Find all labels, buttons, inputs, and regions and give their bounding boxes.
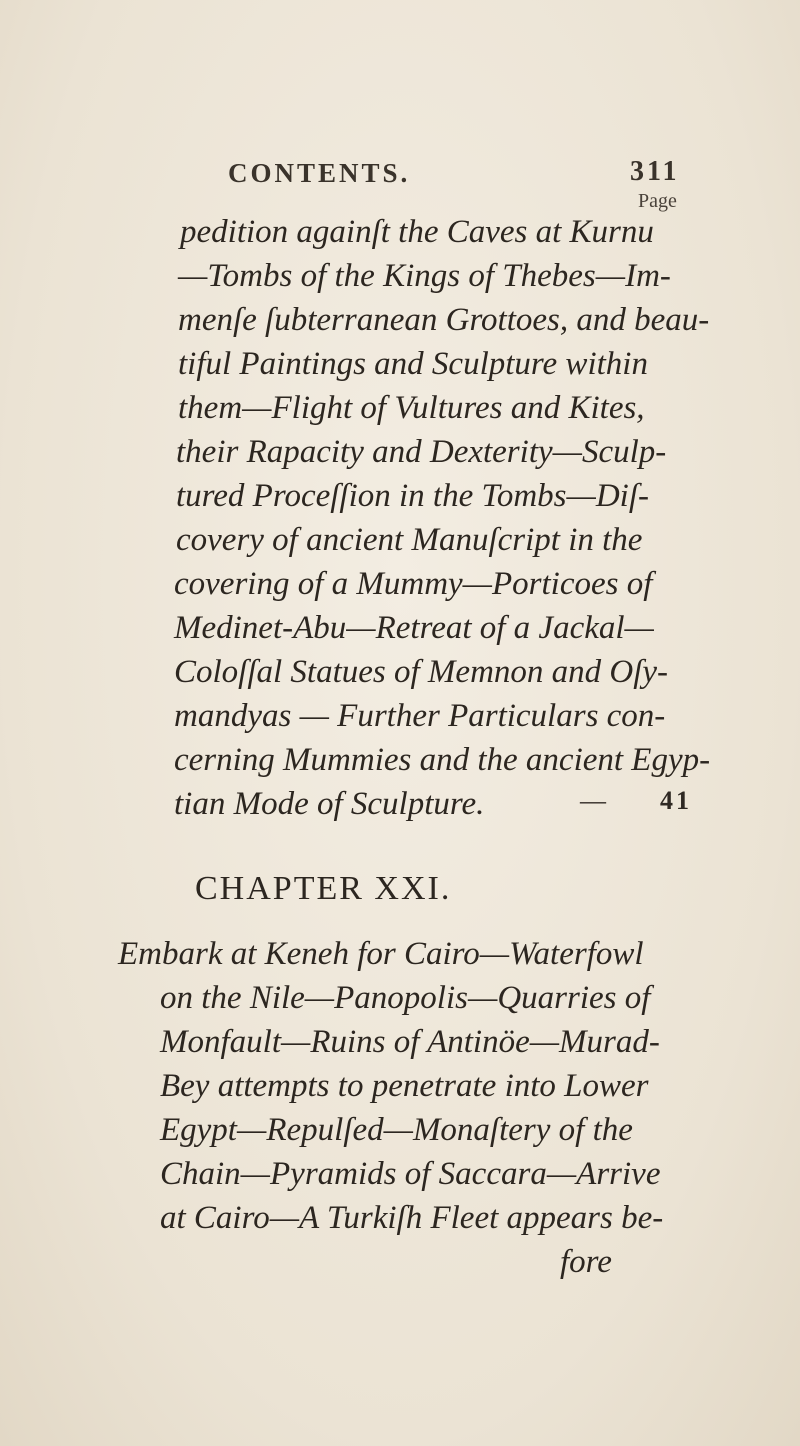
page-number: 41 (660, 786, 692, 815)
folio-number: 311 (630, 156, 680, 187)
summary-line: pedition againſt the Caves at Kurnu (180, 214, 654, 250)
catchword: fore (560, 1244, 612, 1280)
summary-line: —Tombs of the Kings of Thebes—Im- (178, 258, 671, 294)
summary-line: Embark at Keneh for Cairo—Waterfowl (118, 936, 644, 972)
summary-line: mandyas — Further Particulars con- (174, 698, 666, 734)
summary-line: them—Flight of Vultures and Kites, (178, 390, 645, 426)
summary-line: Bey attempts to penetrate into Lower (160, 1068, 649, 1104)
running-head: CONTENTS. (228, 158, 411, 188)
summary-line: Medinet-Abu—Retreat of a Jackal— (174, 610, 654, 646)
summary-line: cerning Mummies and the ancient Egyp- (174, 742, 711, 778)
summary-line: Egypt—Repulſed—Monaſtery of the (160, 1112, 633, 1148)
summary-line: Monfault—Ruins of Antinöe—Murad- (160, 1024, 660, 1060)
summary-line: tured Proceſſion in the Tombs—Diſ- (176, 478, 649, 514)
chapter-heading: CHAPTER XXI. (195, 870, 452, 907)
summary-line: at Cairo—A Turkiſh Fleet appears be- (160, 1200, 664, 1236)
summary-line: menſe ſubterranean Grottoes, and beau- (178, 302, 710, 338)
summary-line: Chain—Pyramids of Saccara—Arrive (160, 1156, 661, 1192)
summary-line: their Rapacity and Dexterity—Sculp- (176, 434, 667, 470)
summary-line: tiful Paintings and Sculpture within (178, 346, 648, 382)
summary-line: covering of a Mummy—Porticoes of (174, 566, 653, 602)
summary-line: Coloſſal Statues of Memnon and Oſy- (174, 654, 669, 690)
page-column-label: Page (638, 190, 677, 212)
summary-line: on the Nile—Panopolis—Quarries of (160, 980, 651, 1016)
summary-line: covery of ancient Manuſcript in the (176, 522, 643, 558)
leader-dash: — (580, 786, 606, 815)
summary-line: tian Mode of Sculpture. (174, 786, 485, 822)
